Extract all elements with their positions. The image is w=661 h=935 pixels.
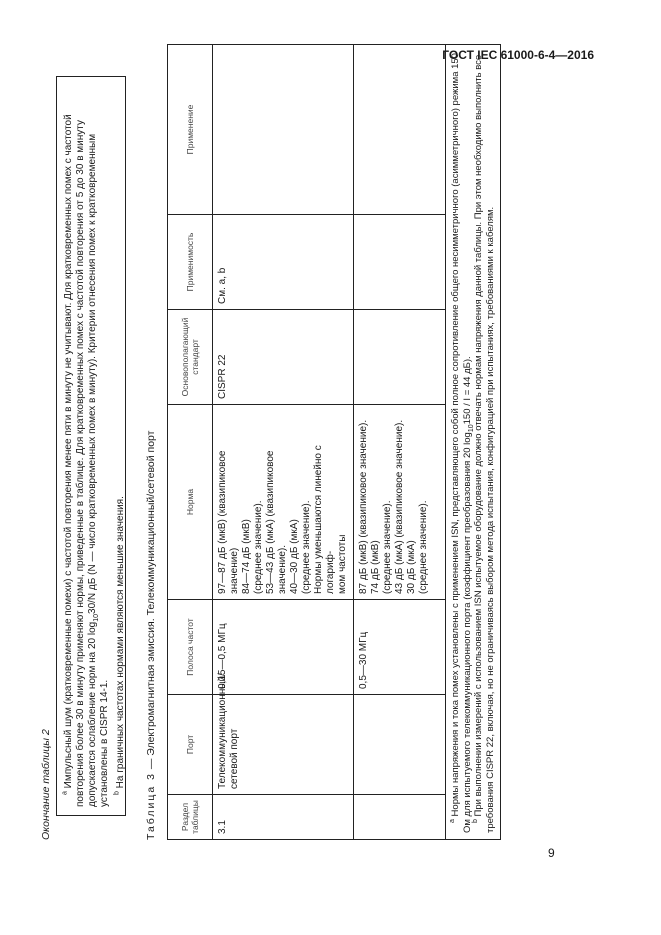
table2-note-b: $^b$ На граничных частотах нормами являются меньшие значения.: [113, 496, 126, 795]
cell-section: 3.1: [213, 795, 354, 840]
table3-footnotes-row: [446, 45, 501, 840]
cell-port: Телекоммуникационный/ сетевой порт: [213, 695, 354, 795]
cell-standard: [354, 310, 446, 405]
col-header-standard: Основополагающий стандарт: [168, 310, 213, 405]
table3-row: [354, 45, 446, 840]
table3-header-row: [168, 45, 213, 840]
cell-band: 0,15—0,5 МГц: [213, 600, 354, 695]
cell-band: 0,5—30 МГц: [354, 600, 446, 695]
table2-continuation-label: Окончание таблицы 2: [40, 729, 52, 840]
col-header-port: Порт: [168, 695, 213, 795]
table3-footnotes: [446, 45, 501, 840]
table3-row: [213, 45, 354, 840]
col-header-norm: Норма: [168, 405, 213, 600]
col-header-application: Применение: [168, 45, 213, 215]
col-header-band: Полоса частот: [168, 600, 213, 695]
table3-footnote-b: $^b$ При выполнении измерений с использованием ISN испытуемое оборудование должно отвечать нормам напряжения данной таблицы. При этом необходимо выполнить все требования CISPR 22, включая, но не ограничиваясь выбором метода испытания, конфигурацией при испытаниях, требованиями к кабелям.: [471, 54, 496, 833]
cell-application: [354, 45, 446, 215]
cell-standard: CISPR 22: [213, 310, 354, 405]
table3-title: Таблица 3 — Электромагнитная эмиссия. Телекоммуникационный/сетевой порт: [145, 430, 157, 840]
table2-note-a: $^a$ Импульсный шум (кратковременные помехи) с частотой повторения менее пяти в минуту не учитывают. Для кратковременных помех с частотой повторения более 30 в минуту применяют нормы, приведенные в таблице. Для кратковременных помех с частотой повторения от 5 до 30 в минуту допускается ослабление норм на 20 $\log_{10}30/N$ дБ (N — число кратковременных помех в минуту). Критерии отнесения помех к кратковременным установлены в CISPR 14-1.: [61, 114, 110, 807]
rotated-page-content: [40, 45, 560, 840]
page-number: 9: [548, 846, 555, 860]
col-header-applicability: Применимость: [168, 215, 213, 310]
cell-section: [354, 795, 446, 840]
cell-applicability: [354, 215, 446, 310]
table3: [167, 44, 501, 840]
table2-notes-box: [56, 76, 126, 816]
cell-norm: 87 дБ (мкВ) (квазипиковое значение). 74 дБ (мкВ) (среднее значение). 43 дБ (мкА) (квазипиковое значение). 30 дБ (мкА) (среднее значение).: [354, 405, 446, 600]
document-header: ГОСТ IEC 61000-6-4—2016: [442, 48, 594, 62]
cell-norm: 97—87 дБ (мкВ) (квазипиковое значение) 84—74 дБ (мкВ) (среднее значение). 53—43 дБ (мкА) (квазипиковое значение). 40—30 дБ (мкА) (среднее значение). Нормы уменьшаются линейно с логариф- мом частоты: [213, 405, 354, 600]
cell-port: [354, 695, 446, 795]
cell-application: [213, 45, 354, 215]
cell-applicability: См. a, b: [213, 215, 354, 310]
col-header-section: Раздел таблицы: [168, 795, 213, 840]
table3-footnote-a: $^a$ Нормы напряжения и тока помех установлены с применением ISN, представляющего собой полное сопротивление общего несимметричного (асимметричного) режима 150 Ом для испытуемого телекоммуникационного порта (коэффициент преобразования 20 $\log_{10}150 / I = 44$ дБ).: [448, 53, 475, 833]
